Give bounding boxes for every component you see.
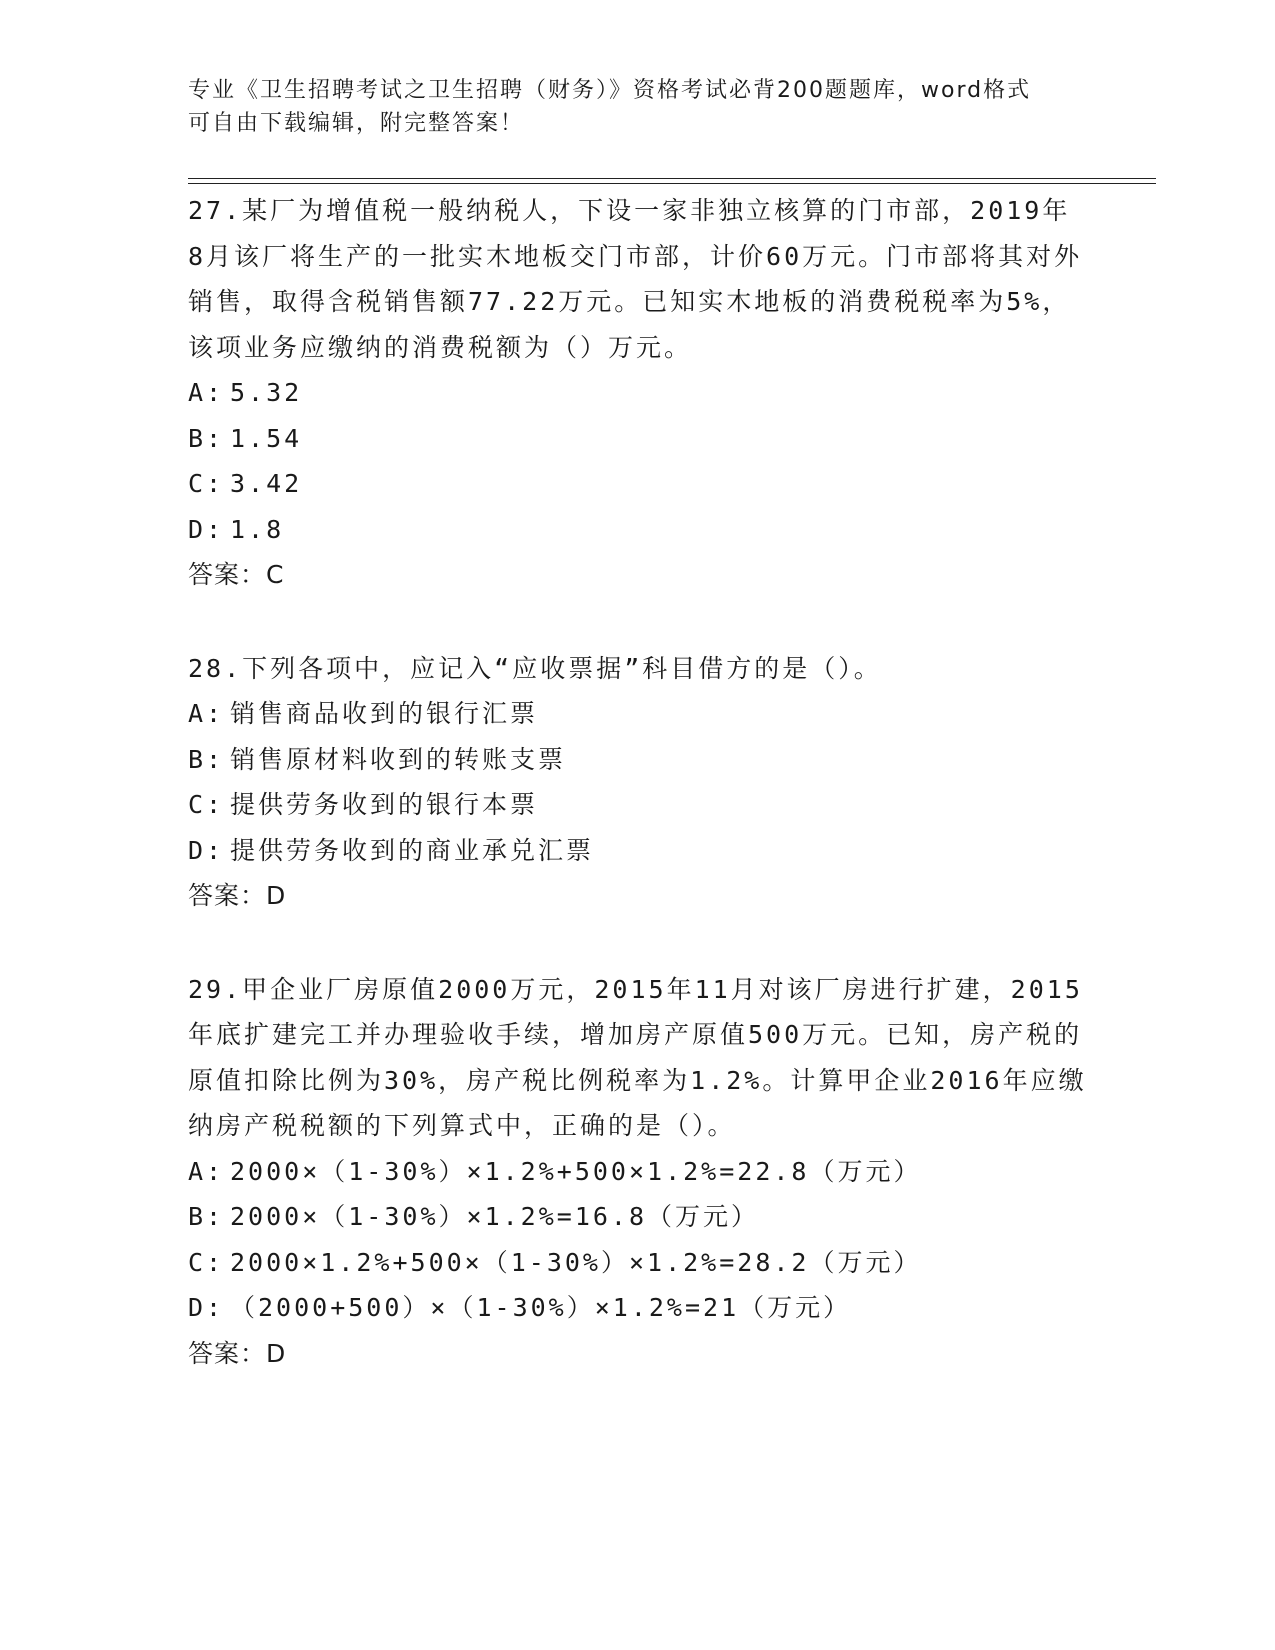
option-letter: B: [188,744,225,774]
option-b [188,737,1088,783]
question-stem: 27.某厂为增值税一般纳税人，下设一家非独立核算的门市部，2019年8月该厂将生产的一批实木地板交门市部，计价60万元。门市部将其对外销售，取得含税销售额77.22万元。已知实木地板的消费税税率为5%，该项业务应缴纳的消费税额为（）万元。 [188,196,1083,362]
option-text: 提供劳务收到的商业承兑汇票 [230,835,595,865]
option-letter: B: [188,423,225,453]
option-text: 2000×1.2%+500×（1-30%）×1.2%=28.2（万元） [230,1247,922,1277]
option-c [188,782,1088,828]
option-letter: C: [188,469,225,498]
option-d [188,1285,1088,1331]
header-title-line2: 可自由下载编辑，附完整答案！ [188,111,525,136]
option-letter: C: [188,790,225,819]
option-letter: A: [188,378,225,407]
option-d [188,828,1088,874]
answer-line: 答案：D [188,1338,287,1368]
option-text: 2000×（1-30%）×1.2%=16.8（万元） [230,1202,760,1231]
option-c [188,1240,1088,1286]
question-stem: 29.甲企业厂房原值2000万元，2015年11月对该厂房进行扩建，2015年底扩建完工并办理验收手续，增加房产原值500万元。已知，房产税的原值扣除比例为30%，房产税比例税率为1.2%。计算甲企业2016年应缴纳房产税税额的下列算式中，正确的是（）。 [188,974,1087,1140]
option-text: 2000×（1-30%）×1.2%+500×1.2%=22.8（万元） [230,1156,922,1186]
option-text: 5.32 [230,378,303,407]
option-text: 3.42 [230,469,303,498]
header-title-line1: 专业《卫生招聘考试之卫生招聘（财务）》资格考试必背200题题库，word格式 [188,78,1032,103]
question-29 [188,967,1088,1377]
option-a [188,691,1088,737]
option-text: 销售商品收到的银行汇票 [230,699,539,728]
answer-line: 答案：D [188,881,287,910]
option-letter: C: [188,1247,225,1277]
answer-line: 答案：C [188,560,285,589]
option-text: 销售原材料收到的转账支票 [230,744,567,774]
question-stem: 28.下列各项中，应记入“应收票据”科目借方的是（）。 [188,653,882,683]
option-c [188,461,1088,507]
question-list [188,188,1088,1424]
header-divider [188,178,1156,184]
option-text: 1.8 [230,514,285,544]
option-letter: D: [188,835,225,865]
document-header [188,74,1068,140]
option-text: 1.54 [230,423,303,453]
option-text: （2000+500）×（1-30%）×1.2%=21（万元） [230,1293,852,1322]
question-27 [188,188,1088,598]
option-letter: D: [188,514,225,544]
option-a [188,370,1088,416]
option-b [188,1194,1088,1240]
option-letter: A: [188,1156,225,1186]
option-a [188,1149,1088,1195]
question-28 [188,646,1088,919]
option-letter: A: [188,699,225,728]
option-text: 提供劳务收到的银行本票 [230,790,539,819]
option-d [188,507,1088,553]
option-b [188,416,1088,462]
option-letter: D: [188,1293,225,1322]
option-letter: B: [188,1202,225,1231]
